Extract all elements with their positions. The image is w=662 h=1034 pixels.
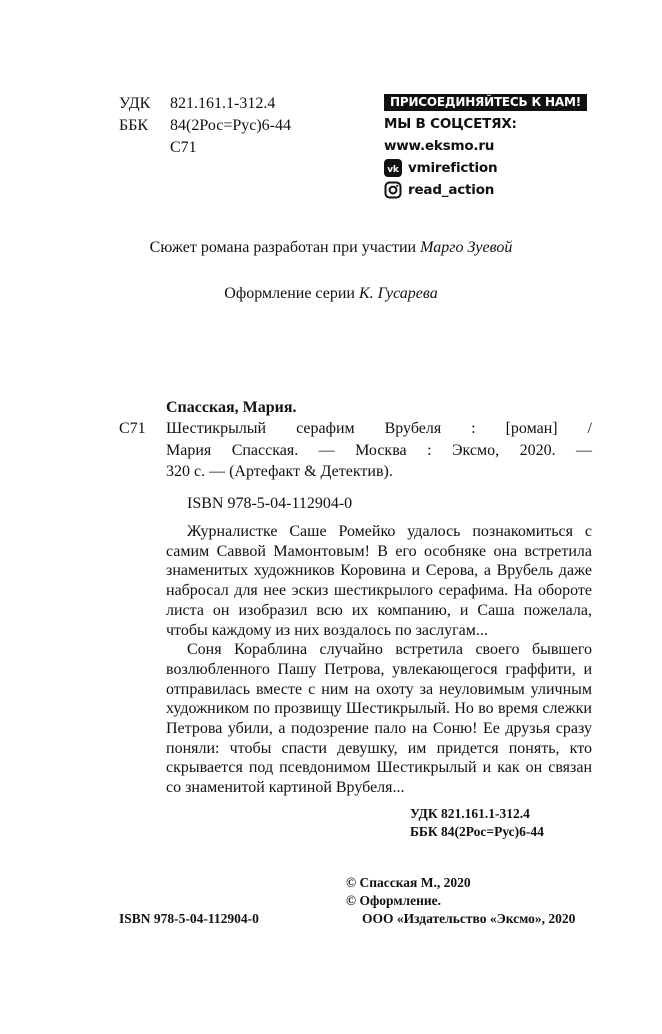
copyright-design: © Оформление. (346, 893, 442, 908)
design-credit (0, 284, 662, 304)
index-udk: УДК 821.161.1-312.4 (410, 806, 530, 821)
vk-row[interactable] (384, 157, 587, 179)
bbk-label: ББК (119, 117, 149, 134)
plot-credit-text: Сюжет романа разработан при участии (149, 239, 417, 256)
annotation-paragraph-1: Журналистке Саше Ромейко удалось познакомиться с самим Саввой Мамонтовым! В его особняке она встретила знаменитых художников Коровина и Серова, а Врубель даже набросал для нее эскиз шестикрылого серафима. На обороте листа он изобразил всю их компанию, и Саша пожелала, чтобы каждому из них воздалось по заслугам... (166, 523, 592, 639)
udk-value: 821.161.1-312.4 (170, 95, 276, 112)
instagram-row[interactable] (384, 179, 587, 201)
plot-credit (0, 238, 662, 258)
instagram-handle: read_action (408, 182, 495, 198)
record-line-1: Шестикрылый серафим Врубеля : [роман] / (166, 420, 592, 437)
record-isbn: ISBN 978-5-04-112904-0 (187, 495, 353, 512)
record-mark: С71 (119, 420, 146, 437)
author-mark: С71 (170, 139, 197, 156)
copyright-author: © Спасская М., 2020 (346, 875, 471, 890)
bbk-row (119, 115, 291, 137)
social-block (384, 94, 587, 201)
design-credit-text: Оформление серии (224, 285, 355, 302)
vk-icon (384, 159, 402, 177)
vk-handle: vmirefiction (408, 160, 498, 176)
udk-label: УДК (119, 95, 151, 112)
record-line-2: Мария Спасская. — Москва : Эксмо, 2020. — (166, 442, 592, 459)
plot-credit-name: Марго Зуевой (420, 239, 513, 256)
author-mark-row (119, 137, 291, 159)
author-heading: Спасская, Мария. (166, 399, 297, 416)
annotation-paragraph-2: Соня Кораблина случайно встретила своего бывшего возлюбленного Пашу Петрова, увлекающегося граффити, и отправилась вместе с ним на охоту за неуловимым уличным художником по прозвищу Шестикрылый. Но во время слежки Петрова убили, а подозрение пало на Соню! Ее друзья сразу поняли: чтобы спасти девушку, им придется понять, кто скрывается под псевдонимом Шестикрылый и как он связан со знаменитой картиной Врубеля... (166, 641, 592, 797)
annotation (166, 522, 592, 798)
copyright-publisher: ООО «Издательство «Эксмо», 2020 (362, 911, 576, 926)
instagram-icon (384, 181, 402, 199)
design-credit-name: К. Гусарева (358, 285, 438, 302)
footer-isbn: ISBN 978-5-04-112904-0 (119, 911, 259, 926)
join-us-banner: ПРИСОЕДИНЯЙТЕСЬ К НАМ! (384, 94, 587, 111)
site-link[interactable]: www.eksmo.ru (384, 138, 495, 154)
record-line-3: 320 с. — (Артефакт & Детектив). (166, 463, 393, 480)
social-heading: МЫ В СОЦСЕТЯХ: (384, 116, 517, 132)
bbk-value: 84(2Рос=Рус)6-44 (170, 117, 292, 134)
svg-text:vk: vk (387, 165, 399, 175)
classification-block (119, 93, 291, 159)
index-bbk: ББК 84(2Рос=Рус)6-44 (410, 824, 544, 839)
udk-row (119, 93, 291, 115)
